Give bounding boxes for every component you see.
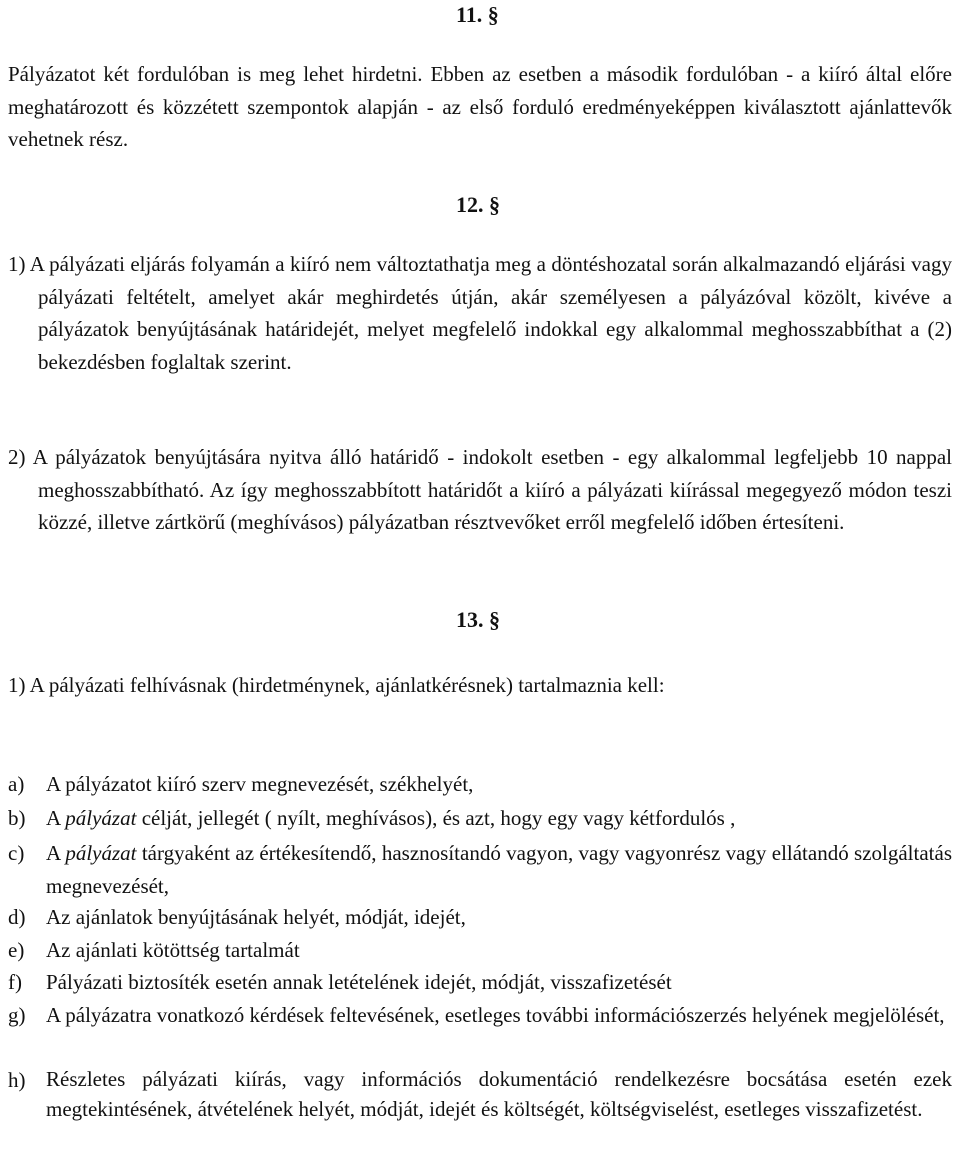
list-item-text: Részletes pályázati kiírás, vagy információs dokumentáció rendelkezésre bocsátása esetén ezek megtekintésének, átvételének helyét, módját, idejét és költségét, költségviselést, esetleges visszafizetést. [46, 1067, 952, 1121]
list-item-label: f) [8, 970, 22, 994]
list-item-a [8, 768, 952, 800]
list-item-b [8, 802, 952, 834]
list-item-label: e) [8, 938, 25, 962]
section-heading-12: 12. § [456, 192, 500, 217]
list-item-e [8, 934, 952, 966]
list-item-text: Az ajánlatok benyújtásának helyét, módját, idejét, [46, 905, 466, 929]
section-12-paragraph-1 [8, 248, 952, 378]
section-12-paragraph-2 [8, 441, 952, 539]
section-11-paragraph: Pályázatot két fordulóban is meg lehet hirdetni. Ebben az esetben a második fordulóban - a kiíró által előre meghatározott és közzétett szempontok alapján - az első forduló eredményeképpen kiválasztott ajánlattevők vehetnek rész. [8, 62, 952, 151]
list-item-label: g) [8, 1003, 26, 1027]
list-item-text-pre: A [46, 806, 66, 830]
section-12-paragraph-2-text: 2) A pályázatok benyújtására nyitva álló határidő - indokolt esetben - egy alkalommal legfeljebb 10 nappal meghosszabbítható. Az így meghosszabbított határidőt a kiíró a pályázati kiírással megegyező módon teszi közzé, illetve zártkörű (meghívásos) pályázatban résztvevőket erről megfelelő időben értesíteni. [8, 445, 952, 534]
list-item-text: A pályázatra vonatkozó kérdések feltevésének, esetleges további információszerzés helyének megjelölését, [46, 1003, 945, 1027]
list-item-text [46, 837, 952, 903]
list-item-label: a) [8, 772, 25, 796]
list-item-d [8, 901, 952, 933]
list-item-text-italic: pályázat [65, 806, 137, 830]
list-item-text [46, 802, 952, 834]
section-heading-11: 11. § [456, 2, 499, 27]
section-13-intro: 1) A pályázati felhívásnak (hirdetménynek, ajánlatkérésnek) tartalmaznia kell: [8, 673, 665, 697]
section-12-paragraph-1-text: 1) A pályázati eljárás folyamán a kiíró nem változtathatja meg a döntéshozatal során alkalmazandó eljárási vagy pályázati feltételt, amelyet akár meghirdetés útján, akár személyesen a pályázóval közölt, kivéve a pályázatok benyújtásának határidejét, melyet megfelelő indokkal egy alkalommal meghosszabbíthat a (2) bekezdésben foglaltak szerint. [8, 252, 952, 374]
list-item-label: c) [8, 841, 25, 865]
list-item-text-post: tárgyaként az értékesítendő, hasznosítandó vagyon, vagy vagyonrész vagy ellátandó szolgáltatás megnevezését, [46, 841, 952, 898]
list-item-g [8, 999, 952, 1065]
list-item-text: Az ajánlati kötöttség tartalmát [46, 938, 300, 962]
list-item-f [8, 966, 952, 998]
list-item-label: b) [8, 806, 26, 830]
list-item-c [8, 837, 952, 903]
list-item-text-post: célját, jellegét ( nyílt, meghívásos), és azt, hogy egy vagy kétfordulós , [136, 806, 736, 830]
list-item-label: h) [8, 1068, 26, 1092]
list-item-text: A pályázatot kiíró szerv megnevezését, székhelyét, [46, 772, 474, 796]
list-item-h [8, 1064, 952, 1154]
section-heading-13: 13. § [456, 607, 500, 632]
list-item-label: d) [8, 905, 26, 929]
list-item-text-pre: A [46, 841, 66, 865]
list-item-text: Pályázati biztosíték esetén annak letételének idejét, módját, visszafizetését [46, 970, 672, 994]
list-item-text-italic: pályázat [65, 841, 137, 865]
